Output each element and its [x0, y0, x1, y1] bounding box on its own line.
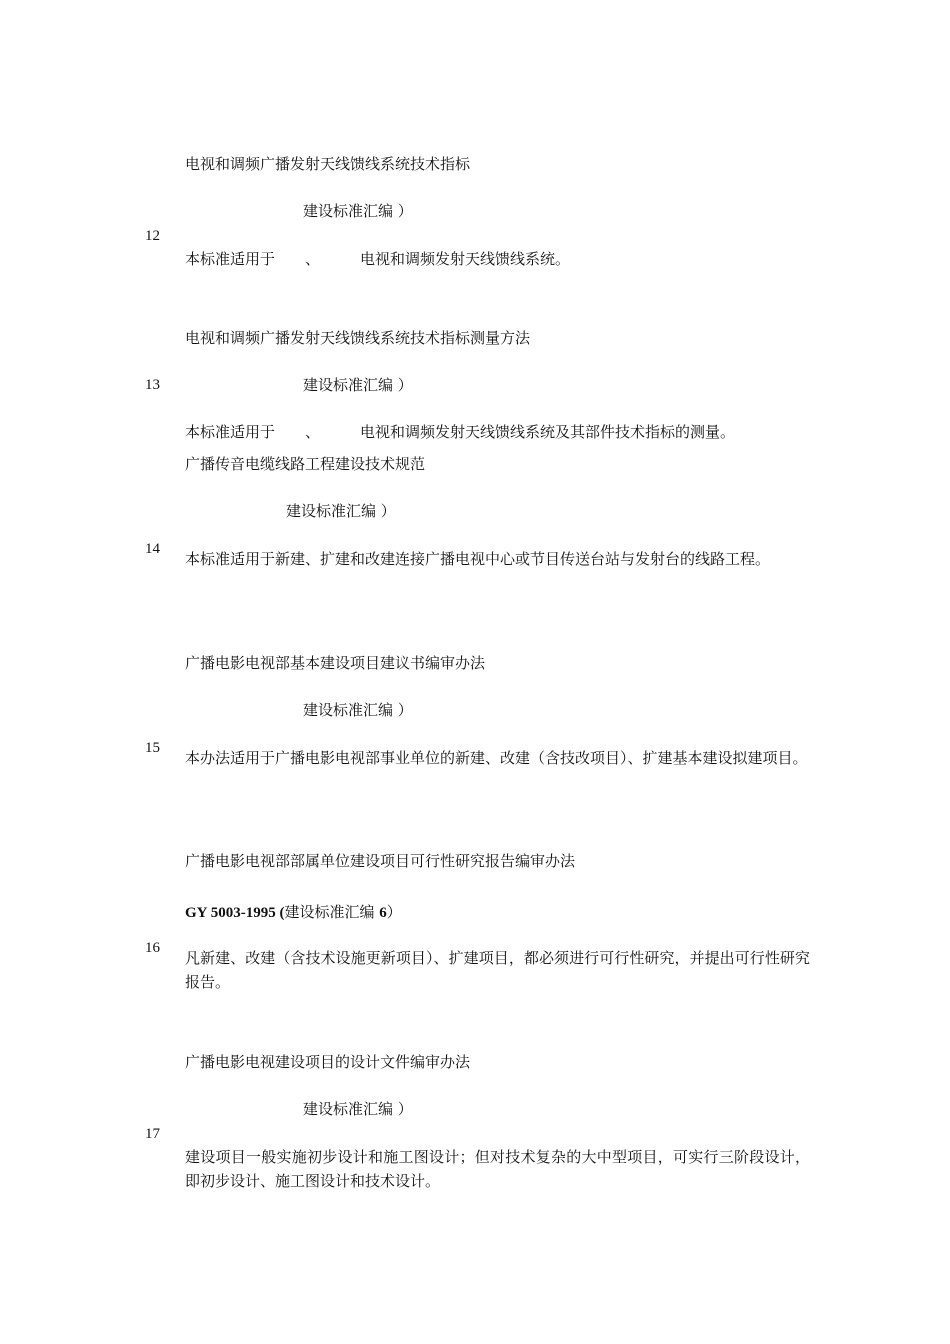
entry-description: 建设项目一般实施初步设计和施工图设计；但对技术复杂的大中型项目，可实行三阶段设计，即初步设计、施工图设计和技术设计。 — [185, 1148, 810, 1190]
standard-reference — [303, 698, 413, 722]
entry-title: 广播传音电缆线路工程建设技术规范 — [185, 455, 426, 473]
volume-label: 建设标准汇编 — [303, 202, 394, 220]
standard-reference — [286, 499, 396, 523]
volume-close: ） — [397, 701, 413, 719]
standard-reference — [303, 373, 413, 397]
entry-description: 本办法适用于广播电影电视部事业单位的新建、改建（含技改项目）、扩建基本建设拟建项目。 — [185, 749, 808, 767]
volume-label: 建设标准汇编 — [303, 1100, 394, 1118]
entry-description: 本标准适用于 、 电视和调频发射天线馈线系统。 — [185, 250, 571, 268]
entry-number: 17 — [145, 1126, 160, 1142]
entry-title: 电视和调频广播发射天线馈线系统技术指标测量方法 — [185, 329, 531, 347]
entry-number: 14 — [145, 541, 160, 557]
entry-description: 本标准适用于 、 电视和调频发射天线馈线系统及其部件技术指标的测量。 — [185, 423, 736, 441]
entry-title: 广播电影电视部部属单位建设项目可行性研究报告编审办法 — [185, 852, 576, 870]
entry-number: 16 — [145, 940, 160, 956]
standard-reference: GY 5003-1995 (建设标准汇编 6） — [185, 903, 402, 921]
entry-title: 广播电影电视建设项目的设计文件编审办法 — [185, 1053, 471, 1071]
standard-reference — [303, 1097, 413, 1121]
entry-number: 12 — [145, 228, 160, 244]
entry-title: 广播电影电视部基本建设项目建议书编审办法 — [185, 654, 486, 672]
standard-code: GY 5003-1995 — [185, 905, 276, 921]
entry-description: 凡新建、改建（含技术设施更新项目）、扩建项目，都必须进行可行性研究，并提出可行性研究报告。 — [185, 949, 810, 991]
volume-close: ） — [397, 376, 413, 394]
volume-label: 建设标准汇编 — [303, 701, 394, 719]
volume-label: 建设标准汇编 — [284, 903, 375, 921]
volume-number: 6 — [379, 905, 387, 921]
entry-number: 13 — [145, 377, 160, 393]
entry-title: 电视和调频广播发射天线馈线系统技术指标 — [185, 155, 471, 173]
volume-close: ） — [397, 202, 413, 220]
entry-description: 本标准适用于新建、扩建和改建连接广播电视中心或节目传送台站与发射台的线路工程。 — [185, 550, 771, 568]
entry-number: 15 — [145, 740, 160, 756]
volume-close: ） — [397, 1100, 413, 1118]
volume-label: 建设标准汇编 — [286, 502, 377, 520]
standard-reference — [303, 199, 413, 223]
volume-close: ） — [380, 502, 396, 520]
volume-close: ） — [386, 903, 402, 921]
volume-label: 建设标准汇编 — [303, 376, 394, 394]
